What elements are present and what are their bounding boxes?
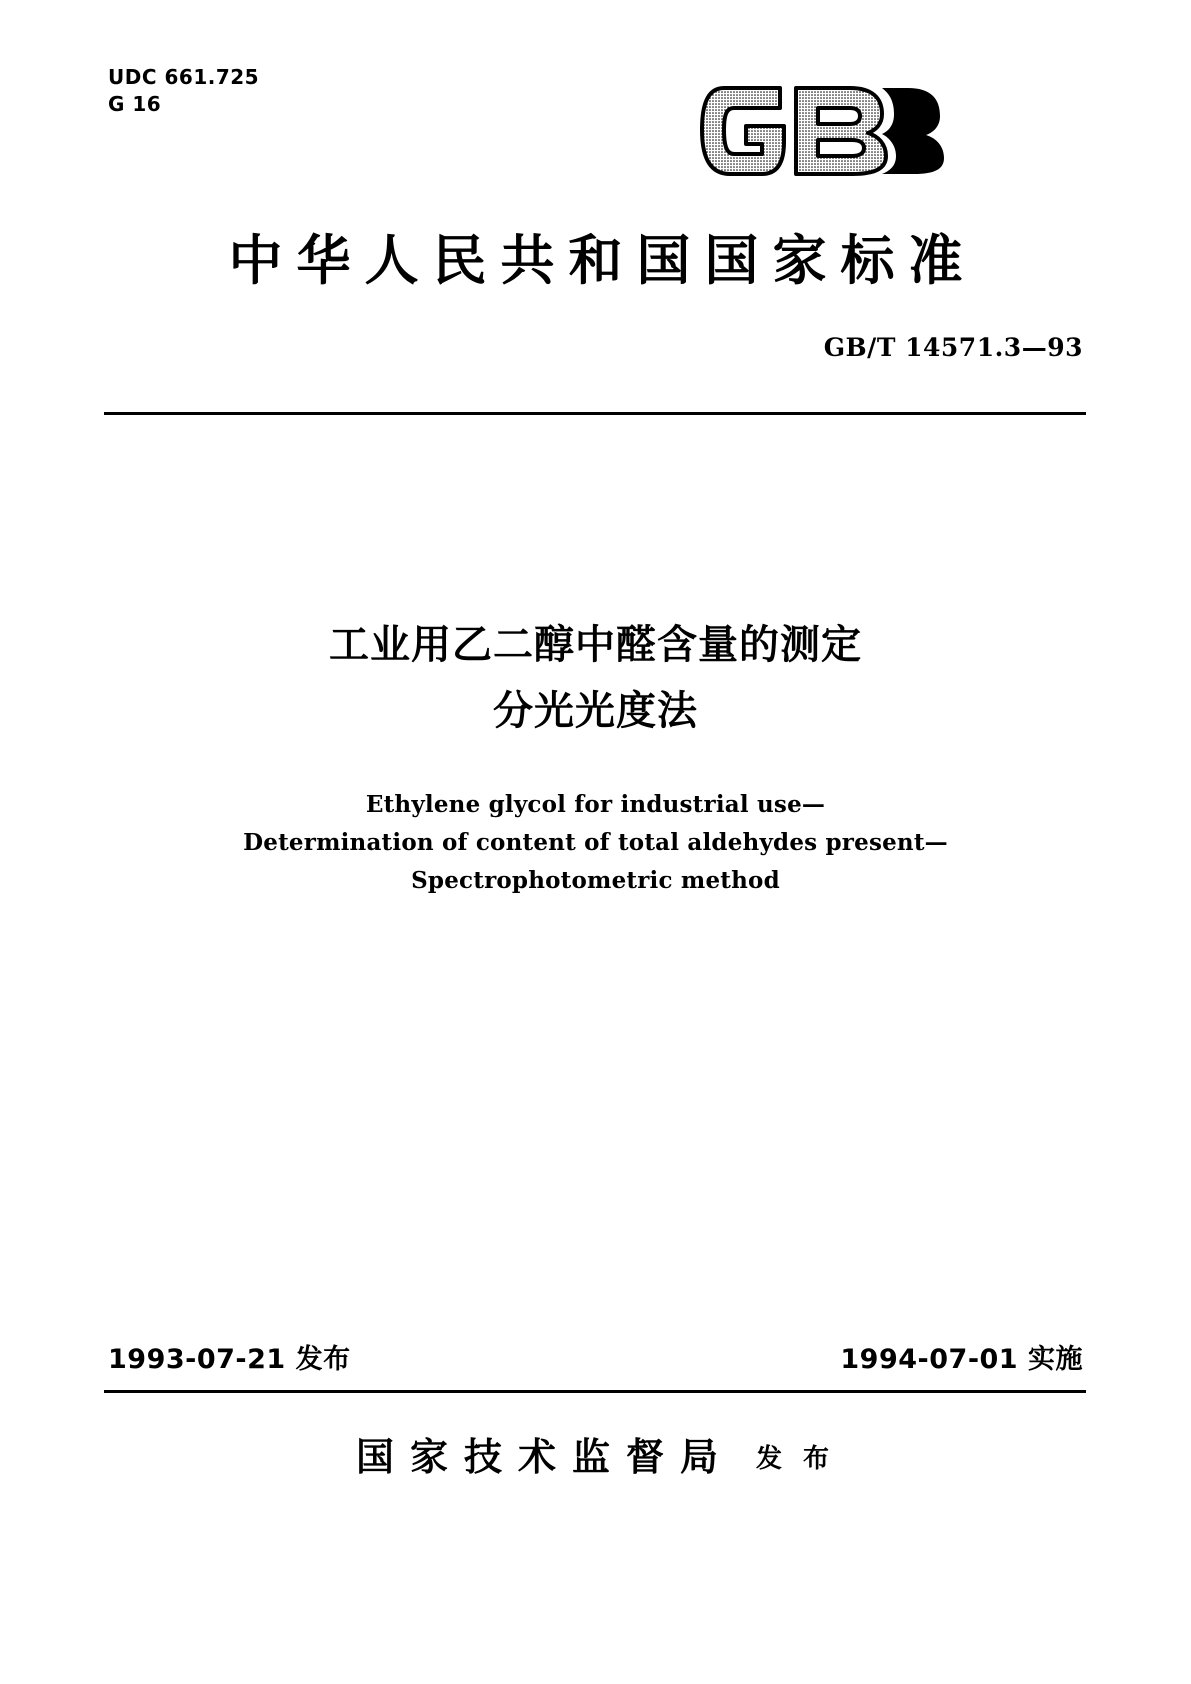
national-standard-title: 中华人民共和国国家标准 xyxy=(228,229,977,292)
publisher-row xyxy=(0,1426,1191,1481)
gb-emblem-icon xyxy=(700,70,950,190)
english-title-line3: Spectrophotometric method xyxy=(411,867,780,894)
issue-date: 1993-07-21 发布 xyxy=(108,1344,351,1375)
english-title-line2: Determination of content of total aldehydes present— xyxy=(243,829,948,856)
english-title-line1: Ethylene glycol for industrial use— xyxy=(365,791,826,818)
udc-code: UDC 661.725 xyxy=(108,65,260,89)
publisher-action: 发 布 xyxy=(755,1444,836,1474)
footer-divider xyxy=(104,1390,1086,1393)
publisher-name: 国家技术监督局 xyxy=(355,1435,734,1479)
classification-code: G 16 xyxy=(108,92,162,116)
udc-block xyxy=(108,64,259,118)
standard-number: GB/T 14571.3—93 xyxy=(823,333,1083,362)
document-title-line2: 分光光度法 xyxy=(493,688,698,734)
document-title xyxy=(0,612,1191,744)
document-title-english xyxy=(0,786,1191,900)
header-divider xyxy=(104,412,1086,415)
document-title-line1: 工业用乙二醇中醛含量的测定 xyxy=(329,622,862,668)
effective-date: 1994-07-01 实施 xyxy=(840,1344,1083,1375)
